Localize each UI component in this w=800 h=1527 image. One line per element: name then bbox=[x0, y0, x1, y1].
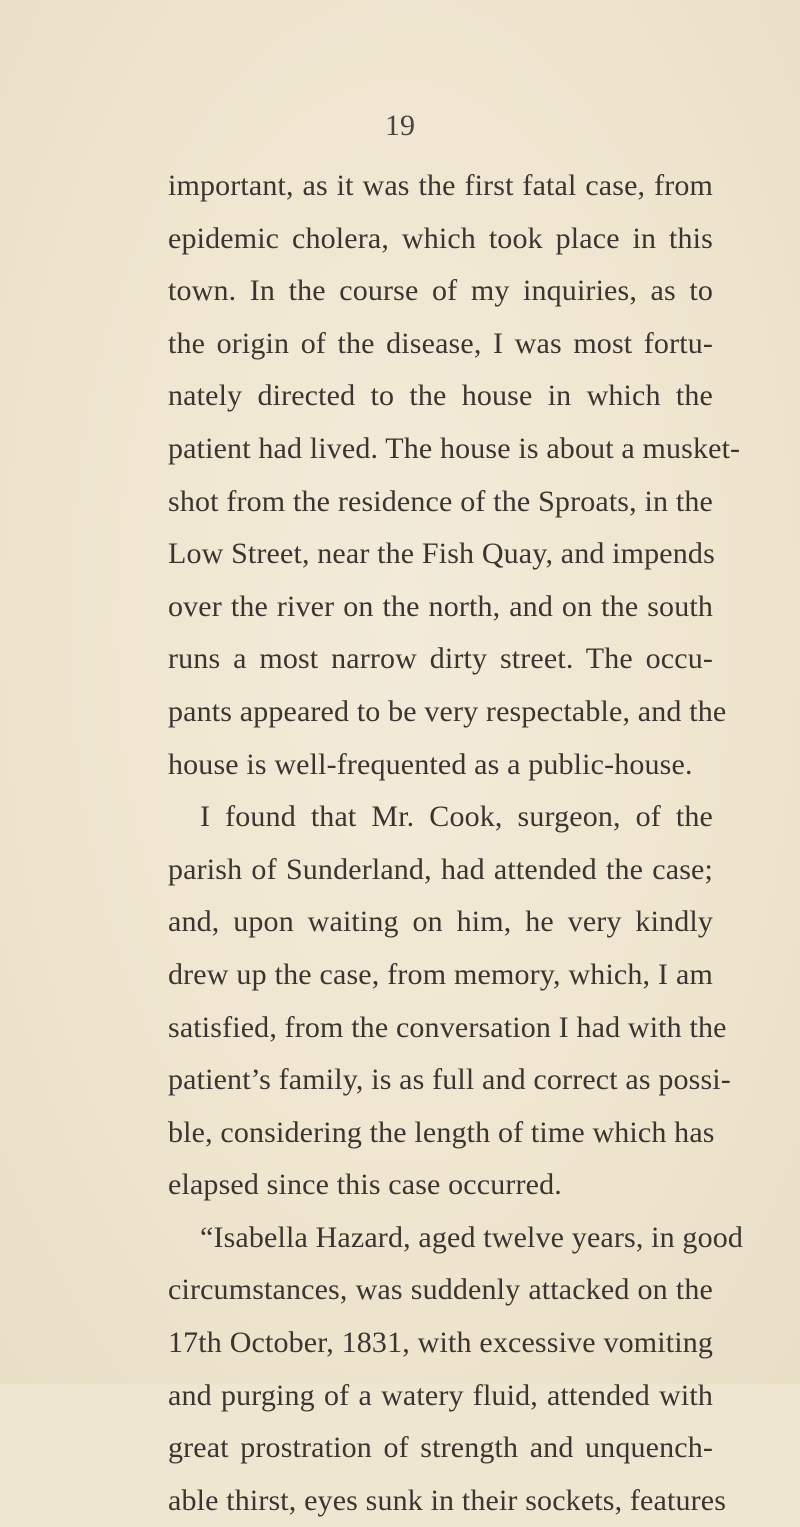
text-line: drew up the case, from memory, which, I am bbox=[168, 957, 713, 991]
text-line: shot from the residence of the Sproats, in the bbox=[168, 484, 713, 518]
text-line: ble, considering the length of time which has bbox=[168, 1115, 715, 1149]
text-line: patient’s family, is as full and correct as possi- bbox=[168, 1063, 731, 1097]
text-line: house is well-frequented as a public-house. bbox=[168, 747, 693, 781]
text-line: 17th October, 1831, with excessive vomiting bbox=[168, 1326, 713, 1360]
text-line: the origin of the disease, I was most fortu- bbox=[168, 326, 713, 360]
page-number: 19 bbox=[385, 109, 415, 142]
text-line: satisfied, from the conversation I had with the bbox=[168, 1010, 727, 1044]
text-line: town. In the course of my inquiries, as to bbox=[168, 274, 713, 308]
text-line: able thirst, eyes sunk in their sockets, features bbox=[168, 1483, 727, 1517]
text-line: pants appeared to be very respectable, and the bbox=[168, 694, 727, 728]
text-line: Low Street, near the Fish Quay, and impends bbox=[168, 537, 715, 571]
text-line: and purging of a watery fluid, attended with bbox=[168, 1378, 713, 1412]
text-line: parish of Sunderland, had attended the case; bbox=[168, 852, 713, 886]
text-line: great prostration of strength and unquench- bbox=[168, 1431, 713, 1465]
text-line: important, as it was the first fatal case, from bbox=[168, 169, 713, 202]
text-line: nately directed to the house in which the bbox=[168, 379, 713, 413]
text-line: over the river on the north, and on the south bbox=[168, 589, 713, 623]
text-line: epidemic cholera, which took place in this bbox=[168, 221, 713, 255]
body-text bbox=[168, 160, 744, 1527]
text-line: “Isabella Hazard, aged twelve years, in good bbox=[200, 1220, 744, 1254]
text-line: runs a most narrow dirty street. The occu- bbox=[168, 642, 713, 676]
text-line: elapsed since this case occurred. bbox=[168, 1168, 562, 1202]
text-line: and, upon waiting on him, he very kindly bbox=[168, 905, 713, 939]
text-line: patient had lived. The house is about a musket- bbox=[168, 431, 741, 465]
text-line: circumstances, was suddenly attacked on the bbox=[168, 1273, 713, 1307]
text-line: I found that Mr. Cook, surgeon, of the bbox=[200, 800, 713, 834]
